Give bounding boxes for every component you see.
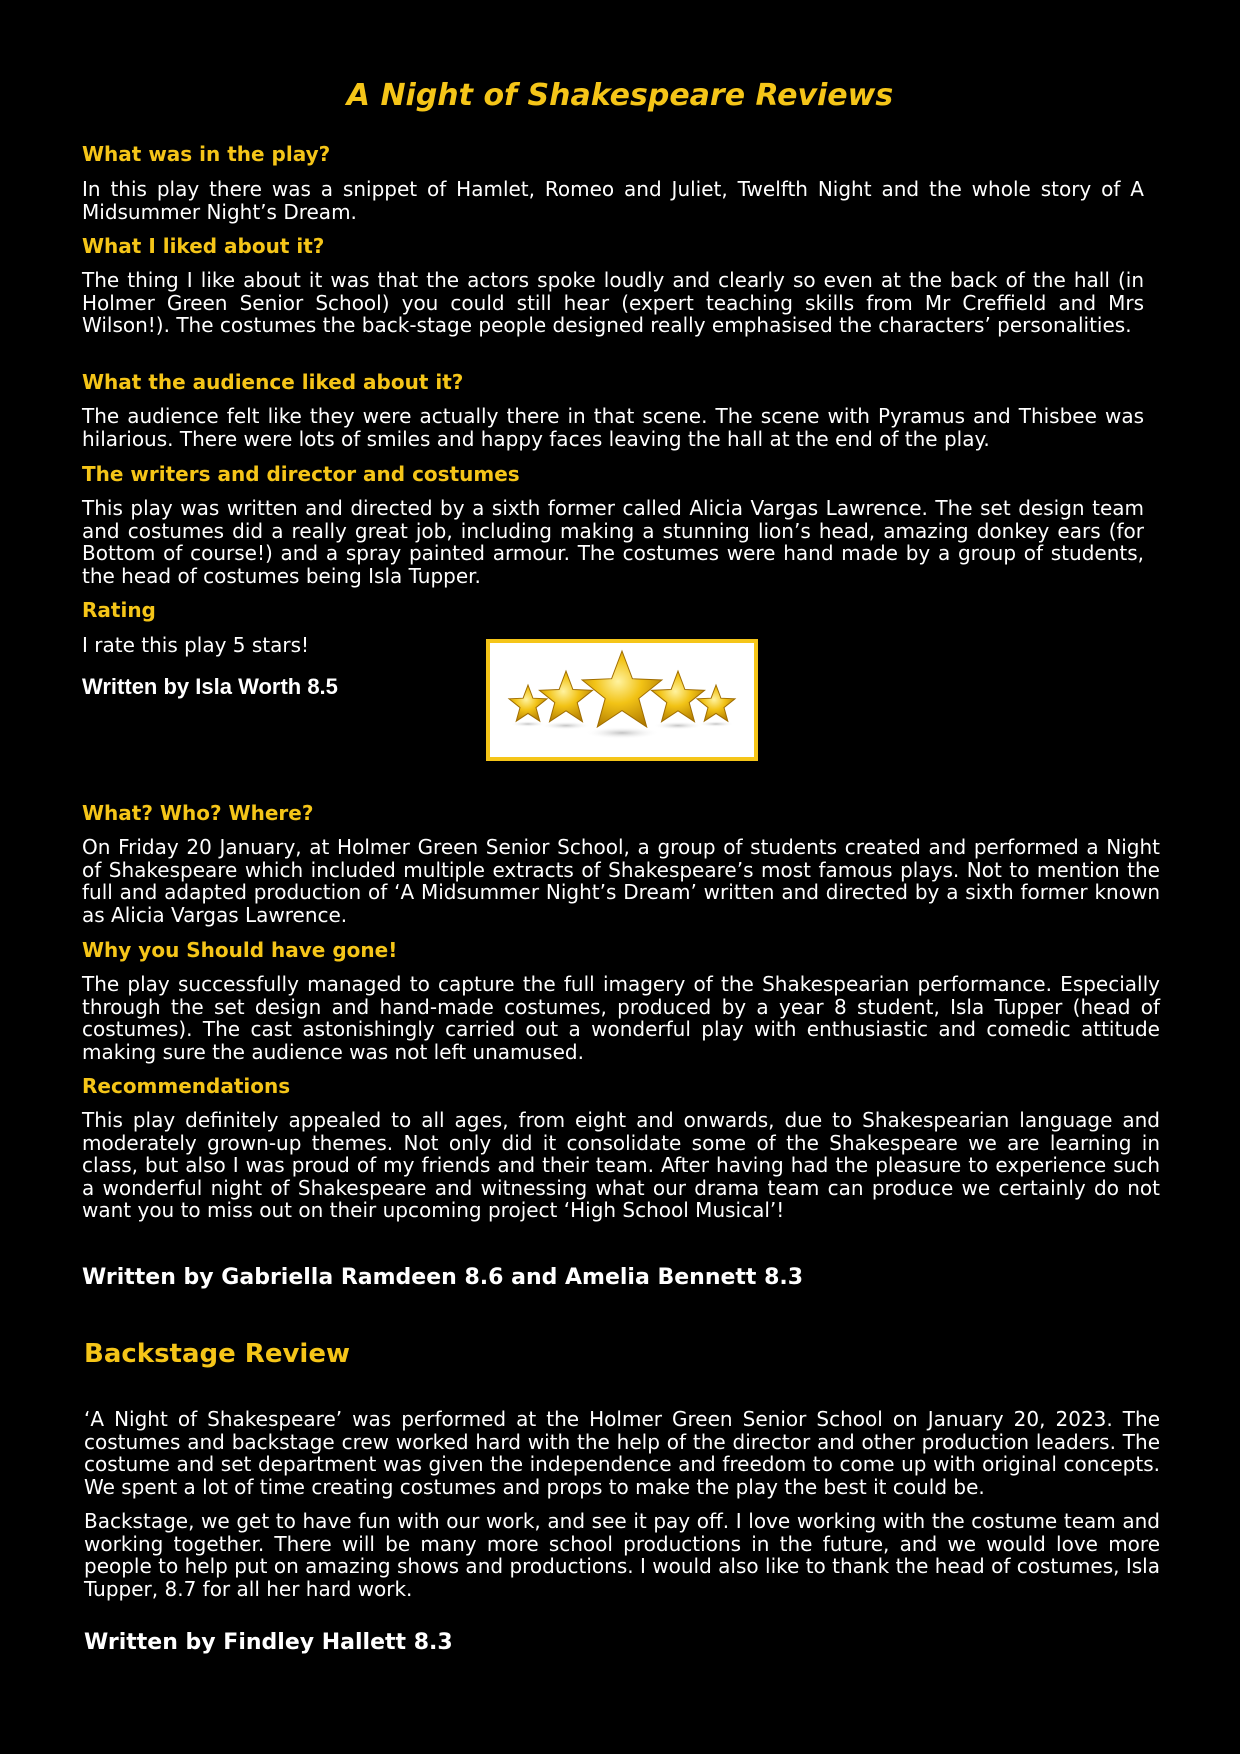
byline: Written by Findley Hallett 8.3 [84, 1630, 453, 1655]
five-star-rating-image [486, 639, 758, 761]
page-title: A Night of Shakespeare Reviews [346, 78, 894, 113]
section-body: This play definitely appealed to all ages, from eight and onwards, due to Shakespearian language and moderately grown-up themes. Not only did it consolidate some of the Shakespeare we are learning in class, but also I was proud of my friends and their team. After having had the pleasure to experience such a wonderful night of Shakespeare and witnessing what our drama team can produce we certainly do not want you to miss out on their upcoming project ‘High School Musical’! [82, 1108, 1160, 1222]
star-shadow [584, 727, 660, 740]
star-shadow [510, 721, 546, 727]
byline: Written by Isla Worth 8.5 [82, 674, 338, 699]
section-body: Backstage, we get to have fun with our work, and see it pay off. I love working with the costume team and working together. There will be many more school productions in the future, and we would love more people to help put on amazing shows and productions. I would also like to thank the head of costumes, Isla Tupper, 8.7 for all her hard work. [84, 1509, 1160, 1601]
section-heading: What was in the play? [82, 142, 331, 166]
byline: Written by Gabriella Ramdeen 8.6 and Amelia Bennett 8.3 [82, 1265, 804, 1290]
section-body: This play was written and directed by a sixth former called Alicia Vargas Lawrence. The set design team and costumes did a really great job, including making a stunning lion’s head, amazing donkey ears (for Bottom of course!) and a spray painted armour. The costumes were hand made by a group of students, the head of costumes being Isla Tupper. [82, 496, 1144, 588]
star-shadow [698, 721, 734, 727]
section-body: The thing I like about it was that the actors spoke loudly and clearly so even at the back of the hall (in Holmer Green Senior School) you could still hear (expert teaching skills from Mr Creffield and Mrs Wilson!). The costumes the back-stage people designed really emphasised the characters’ personalities. [82, 268, 1144, 337]
stars-graphic [490, 643, 754, 757]
backstage-review-heading: Backstage Review [84, 1339, 350, 1369]
section-body: In this play there was a snippet of Hamlet, Romeo and Juliet, Twelfth Night and the whole story of A Midsummer Night’s Dream. [82, 177, 1144, 224]
section-body: On Friday 20 January, at Holmer Green Senior School, a group of students created and performed a Night of Shakespeare which included multiple extracts of Shakespeare’s most famous plays. Not to mention the full and adapted production of ‘A Midsummer Night’s Dream’ written and directed by a sixth former known as Alicia Vargas Lawrence. [82, 835, 1160, 927]
section-heading: What the audience liked about it? [82, 370, 464, 394]
section-heading: Recommendations [82, 1074, 291, 1098]
section-body: ‘A Night of Shakespeare’ was performed at the Holmer Green Senior School on January 20, 2023. The costumes and backstage crew worked hard with the help of the director and other production leaders. The costume and set department was given the independence and freedom to come up with original concepts. We spent a lot of time creating costumes and props to make the play the best it could be. [84, 1407, 1160, 1499]
section-heading: What? Who? Where? [82, 801, 314, 825]
star-shadow [653, 721, 703, 729]
star-icon [582, 651, 662, 727]
star-icon [539, 671, 592, 722]
section-body: The play successfully managed to capture the full imagery of the Shakespearian performance. Especially through the set design and hand-made costumes, produced by a year 8 student, Isla Tupper (head of costumes). The cast astonishingly carried out a wonderful play with enthusiastic and comedic attitude making sure the audience was not left unamused. [82, 972, 1160, 1064]
star-icon [651, 671, 704, 722]
star-shadow [541, 721, 591, 729]
rating-heading: Rating [82, 598, 156, 622]
section-heading: Why you Should have gone! [82, 938, 398, 962]
rating-text: I rate this play 5 stars! [82, 633, 310, 657]
section-heading: What I liked about it? [82, 234, 325, 258]
section-heading: The writers and director and costumes [82, 462, 520, 486]
section-body: The audience felt like they were actually there in that scene. The scene with Pyramus and Thisbee was hilarious. There were lots of smiles and happy faces leaving the hall at the end of the play. [82, 404, 1144, 451]
